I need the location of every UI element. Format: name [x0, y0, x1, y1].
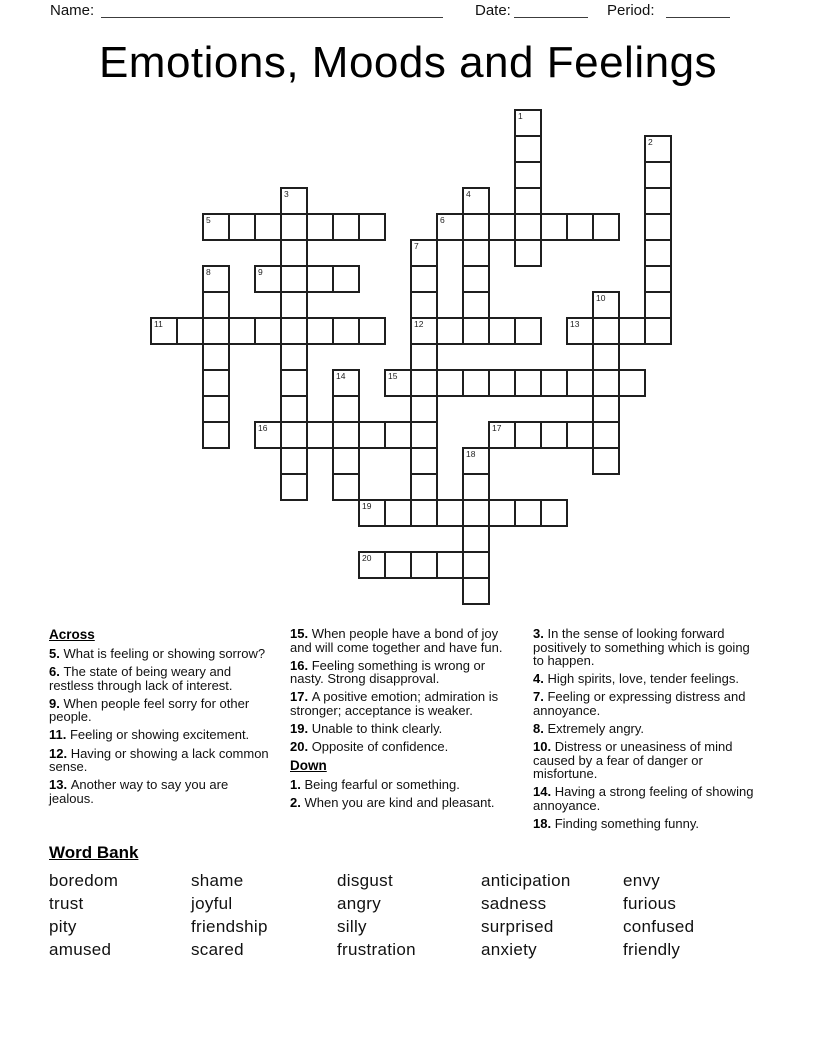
grid-cell-r10c15[interactable]	[540, 369, 568, 397]
grid-number-6: 6	[440, 215, 445, 225]
down-clues-list	[290, 778, 530, 810]
grid-cell-r7c19[interactable]	[644, 291, 672, 319]
grid-cell-r7c2[interactable]	[202, 291, 230, 319]
grid-cell-r12c5[interactable]	[280, 421, 308, 449]
grid-cell-r10c14[interactable]	[514, 369, 542, 397]
grid-cell-r8c7[interactable]	[332, 317, 360, 345]
grid-cell-r10c16[interactable]	[566, 369, 594, 397]
grid-cell-r10c13[interactable]	[488, 369, 516, 397]
grid-cell-r13c10[interactable]	[410, 447, 438, 475]
grid-cell-r15c11[interactable]	[436, 499, 464, 527]
grid-cell-r8c4[interactable]	[254, 317, 282, 345]
grid-cell-r11c17[interactable]	[592, 395, 620, 423]
period-label: Period:	[607, 2, 655, 19]
word-bank-item-angry: angry	[337, 894, 382, 913]
grid-cell-r8c12[interactable]	[462, 317, 490, 345]
grid-cell-r5c10[interactable]	[410, 239, 438, 267]
across-heading: Across	[49, 627, 95, 642]
clue-down-18: 18. Finding something funny.	[533, 816, 699, 832]
grid-number-18: 18	[466, 449, 476, 459]
word-bank-item-scared: scared	[191, 940, 244, 959]
grid-cell-r6c5[interactable]	[280, 265, 308, 293]
clue-across-19: 19. Unable to think clearly.	[290, 721, 443, 737]
clue-column-3	[533, 627, 779, 835]
grid-cell-r6c4[interactable]	[254, 265, 282, 293]
grid-cell-r6c2[interactable]	[202, 265, 230, 293]
word-bank-item-anxiety: anxiety	[481, 940, 537, 959]
clue-across-20: 20. Opposite of confidence.	[290, 739, 449, 755]
clue-across-6: 6. The state of being weary and restless through lack of interest.	[49, 664, 233, 693]
grid-number-2: 2	[648, 137, 653, 147]
clue-down-8: 8. Extremely angry.	[533, 721, 645, 737]
grid-cell-r14c10[interactable]	[410, 473, 438, 501]
grid-cell-r4c2[interactable]	[202, 213, 230, 241]
grid-cell-r10c11[interactable]	[436, 369, 464, 397]
grid-cell-r15c13[interactable]	[488, 499, 516, 527]
grid-cell-r7c10[interactable]	[410, 291, 438, 319]
grid-cell-r14c5[interactable]	[280, 473, 308, 501]
grid-cell-r12c4[interactable]	[254, 421, 282, 449]
grid-cell-r4c5[interactable]	[280, 213, 308, 241]
word-bank-item-friendly: friendly	[623, 940, 681, 959]
word-bank-item-silly: silly	[337, 917, 367, 936]
grid-cell-r1c14[interactable]	[514, 135, 542, 163]
grid-cell-r5c19[interactable]	[644, 239, 672, 267]
grid-cell-r8c10[interactable]	[410, 317, 438, 345]
word-bank-item-frustration: frustration	[337, 940, 416, 959]
period-blank-line	[666, 17, 730, 18]
grid-number-15: 15	[388, 371, 398, 381]
clue-across-9: 9. When people feel sorry for other people.	[49, 695, 250, 725]
grid-cell-r3c5[interactable]	[280, 187, 308, 215]
grid-cell-r4c3[interactable]	[228, 213, 256, 241]
grid-cell-r5c5[interactable]	[280, 239, 308, 267]
grid-cell-r3c14[interactable]	[514, 187, 542, 215]
grid-cell-r8c1[interactable]	[176, 317, 204, 345]
grid-cell-r12c10[interactable]	[410, 421, 438, 449]
grid-cell-r17c12[interactable]	[462, 551, 490, 579]
grid-number-20: 20	[362, 553, 372, 563]
name-label: Name:	[50, 2, 95, 19]
grid-cell-r8c13[interactable]	[488, 317, 516, 345]
grid-cell-r13c12[interactable]	[462, 447, 490, 475]
word-bank-item-disgust: disgust	[337, 871, 393, 890]
grid-cell-r4c16[interactable]	[566, 213, 594, 241]
clue-down-4: 4. High spirits, love, tender feelings.	[533, 671, 739, 687]
grid-cell-r14c12[interactable]	[462, 473, 490, 501]
grid-cell-r9c10[interactable]	[410, 343, 438, 371]
grid-cell-r17c9[interactable]	[384, 551, 412, 579]
grid-cell-r3c12[interactable]	[462, 187, 490, 215]
grid-cell-r10c17[interactable]	[592, 369, 620, 397]
clue-across-13: 13. Another way to say you are jealous.	[49, 777, 229, 806]
grid-cell-r5c14[interactable]	[514, 239, 542, 267]
grid-cell-r10c2[interactable]	[202, 369, 230, 397]
word-bank-heading: Word Bank	[49, 843, 139, 862]
grid-cell-r4c6[interactable]	[306, 213, 334, 241]
word-bank-item-pity: pity	[49, 917, 77, 936]
clue-down-7: 7. Feeling or expressing distress and annoyance.	[533, 689, 746, 718]
grid-number-5: 5	[206, 215, 211, 225]
grid-cell-r12c8[interactable]	[358, 421, 386, 449]
grid-cell-r11c7[interactable]	[332, 395, 360, 423]
clue-across-12: 12. Having or showing a lack common sense.	[49, 745, 269, 775]
grid-cell-r4c7[interactable]	[332, 213, 360, 241]
grid-cell-r2c19[interactable]	[644, 161, 672, 189]
word-bank-item-furious: furious	[623, 894, 677, 913]
grid-cell-r18c12[interactable]	[462, 577, 490, 605]
grid-cell-r12c7[interactable]	[332, 421, 360, 449]
grid-cell-r12c13[interactable]	[488, 421, 516, 449]
grid-cell-r4c15[interactable]	[540, 213, 568, 241]
grid-cell-r13c7[interactable]	[332, 447, 360, 475]
grid-number-1: 1	[518, 111, 523, 121]
grid-cell-r8c14[interactable]	[514, 317, 542, 345]
grid-number-12: 12	[414, 319, 424, 329]
grid-cell-r4c17[interactable]	[592, 213, 620, 241]
grid-cell-r2c14[interactable]	[514, 161, 542, 189]
grid-cell-r6c19[interactable]	[644, 265, 672, 293]
grid-cell-r1c19[interactable]	[644, 135, 672, 163]
clue-column-1	[49, 627, 281, 835]
word-bank-item-anticipation: anticipation	[481, 871, 571, 890]
word-bank-item-joyful: joyful	[191, 894, 233, 913]
grid-cell-r10c7[interactable]	[332, 369, 360, 397]
grid-cell-r11c2[interactable]	[202, 395, 230, 423]
across-clues-list-continued	[290, 627, 530, 754]
grid-cell-r15c12[interactable]	[462, 499, 490, 527]
across-clues-list	[49, 647, 281, 805]
name-blank-line	[101, 17, 443, 18]
grid-number-16: 16	[258, 423, 268, 433]
word-bank-item-shame: shame	[191, 871, 244, 890]
grid-cell-r8c2[interactable]	[202, 317, 230, 345]
clues-section	[49, 627, 789, 835]
grid-cell-r7c5[interactable]	[280, 291, 308, 319]
grid-cell-r13c5[interactable]	[280, 447, 308, 475]
grid-cell-r8c3[interactable]	[228, 317, 256, 345]
clue-column-2	[290, 627, 530, 835]
word-bank-item-sadness: sadness	[481, 894, 547, 913]
grid-number-11: 11	[154, 319, 163, 329]
clue-down-10: 10. Distress or uneasiness of mind caused by a fear of danger or misfortune.	[533, 739, 733, 782]
grid-number-9: 9	[258, 267, 263, 277]
page-title: Emotions, Moods and Feelings	[98, 38, 718, 87]
grid-cell-r4c19[interactable]	[644, 213, 672, 241]
grid-cell-r6c12[interactable]	[462, 265, 490, 293]
date-label: Date:	[475, 2, 511, 19]
down-heading: Down	[290, 758, 327, 774]
grid-cell-r4c12[interactable]	[462, 213, 490, 241]
grid-number-4: 4	[466, 189, 471, 199]
grid-cell-r17c10[interactable]	[410, 551, 438, 579]
grid-number-13: 13	[570, 319, 580, 329]
grid-cell-r0c14[interactable]	[514, 109, 542, 137]
word-bank-item-confused: confused	[623, 917, 695, 936]
date-blank-line	[514, 17, 588, 18]
grid-cell-r4c14[interactable]	[514, 213, 542, 241]
grid-cell-r15c10[interactable]	[410, 499, 438, 527]
clue-down-3: 3. In the sense of looking forward positively to something which is going to happen.	[533, 626, 750, 669]
grid-cell-r8c16[interactable]	[566, 317, 594, 345]
grid-cell-r7c12[interactable]	[462, 291, 490, 319]
grid-cell-r8c11[interactable]	[436, 317, 464, 345]
grid-cell-r15c15[interactable]	[540, 499, 568, 527]
clue-across-15: 15. When people have a bond of joy and will come together and have fun.	[290, 626, 503, 655]
word-bank-item-trust: trust	[49, 894, 84, 913]
grid-number-17: 17	[492, 423, 502, 433]
grid-number-7: 7	[414, 241, 419, 251]
grid-cell-r15c9[interactable]	[384, 499, 412, 527]
grid-cell-r9c2[interactable]	[202, 343, 230, 371]
grid-cell-r6c10[interactable]	[410, 265, 438, 293]
grid-cell-r15c14[interactable]	[514, 499, 542, 527]
grid-cell-r9c17[interactable]	[592, 343, 620, 371]
grid-cell-r8c8[interactable]	[358, 317, 386, 345]
grid-cell-r17c8[interactable]	[358, 551, 386, 579]
grid-cell-r5c12[interactable]	[462, 239, 490, 267]
grid-number-19: 19	[362, 501, 372, 511]
grid-cell-r7c17[interactable]	[592, 291, 620, 319]
grid-cell-r13c17[interactable]	[592, 447, 620, 475]
word-bank-item-friendship: friendship	[191, 917, 268, 936]
grid-cell-r11c5[interactable]	[280, 395, 308, 423]
grid-cell-r4c13[interactable]	[488, 213, 516, 241]
grid-cell-r9c5[interactable]	[280, 343, 308, 371]
clue-across-11: 11. Feeling or showing excitement.	[49, 727, 250, 743]
grid-cell-r10c9[interactable]	[384, 369, 412, 397]
word-bank-section	[49, 843, 789, 961]
grid-cell-r14c7[interactable]	[332, 473, 360, 501]
grid-cell-r12c9[interactable]	[384, 421, 412, 449]
grid-cell-r8c18[interactable]	[618, 317, 646, 345]
word-bank-grid	[49, 869, 789, 961]
clue-across-17: 17. A positive emotion; admiration is stronger; acceptance is weaker.	[290, 689, 499, 718]
grid-cell-r6c6[interactable]	[306, 265, 334, 293]
clue-down-1: 1. Being fearful or something.	[290, 777, 460, 793]
grid-cell-r10c12[interactable]	[462, 369, 490, 397]
grid-cell-r11c10[interactable]	[410, 395, 438, 423]
grid-number-8: 8	[206, 267, 211, 277]
grid-number-3: 3	[284, 189, 289, 199]
grid-cell-r8c0[interactable]	[150, 317, 178, 345]
grid-cell-r12c6[interactable]	[306, 421, 334, 449]
grid-cell-r15c8[interactable]	[358, 499, 386, 527]
grid-cell-r17c11[interactable]	[436, 551, 464, 579]
grid-cell-r10c10[interactable]	[410, 369, 438, 397]
grid-cell-r10c18[interactable]	[618, 369, 646, 397]
grid-number-14: 14	[336, 371, 346, 381]
grid-cell-r12c16[interactable]	[566, 421, 594, 449]
clue-down-2: 2. When you are kind and pleasant.	[290, 795, 495, 811]
grid-cell-r10c5[interactable]	[280, 369, 308, 397]
word-bank-item-amused: amused	[49, 940, 112, 959]
grid-cell-r6c7[interactable]	[332, 265, 360, 293]
grid-cell-r12c15[interactable]	[540, 421, 568, 449]
grid-cell-r4c8[interactable]	[358, 213, 386, 241]
down-clues-list-continued	[533, 627, 779, 831]
grid-cell-r8c5[interactable]	[280, 317, 308, 345]
grid-cell-r8c17[interactable]	[592, 317, 620, 345]
word-bank-item-envy: envy	[623, 871, 661, 890]
clue-across-16: 16. Feeling something is wrong or nasty. Strong disapproval.	[290, 657, 486, 687]
grid-cell-r16c12[interactable]	[462, 525, 490, 553]
clue-across-5: 5. What is feeling or showing sorrow?	[49, 646, 266, 661]
grid-cell-r4c11[interactable]	[436, 213, 464, 241]
grid-cell-r8c19[interactable]	[644, 317, 672, 345]
crossword-grid	[150, 109, 674, 607]
clue-down-14: 14. Having a strong feeling of showing annoyance.	[533, 784, 754, 814]
grid-cell-r12c2[interactable]	[202, 421, 230, 449]
grid-cell-r12c14[interactable]	[514, 421, 542, 449]
word-bank-item-surprised: surprised	[481, 917, 554, 936]
grid-number-10: 10	[596, 293, 606, 303]
word-bank-item-boredom: boredom	[49, 871, 119, 890]
grid-cell-r12c17[interactable]	[592, 421, 620, 449]
grid-cell-r4c4[interactable]	[254, 213, 282, 241]
grid-cell-r3c19[interactable]	[644, 187, 672, 215]
grid-cell-r8c6[interactable]	[306, 317, 334, 345]
